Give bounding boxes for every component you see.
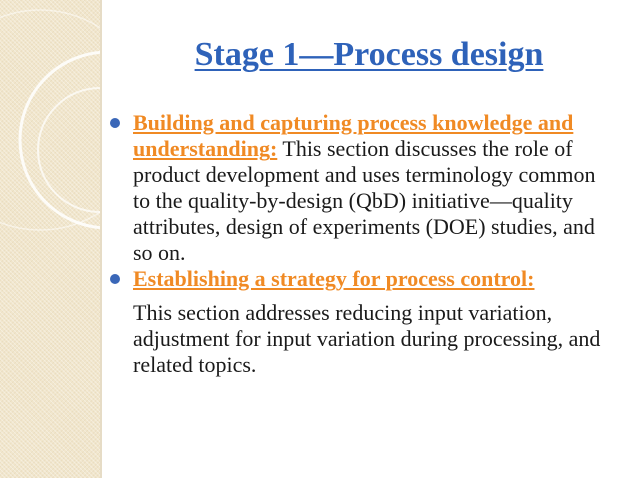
bullet-item-strategy: [108, 266, 613, 292]
circle-bullet-icon: [110, 274, 120, 284]
bullet-heading-colon: :: [527, 266, 535, 291]
bullet-text: This section discusses the role of product development and uses terminology common to the quality-by-design (QbD) initiative—quality attributes, design of experiments (DOE) studies, and so on.: [133, 136, 596, 265]
bullet-item-knowledge: [108, 110, 613, 266]
bullet-list: [108, 110, 613, 378]
slide-title: Stage 1—Process design: [194, 36, 544, 73]
decorative-ring-icon: [0, 0, 100, 478]
bullet-heading-colon: :: [269, 136, 278, 161]
bullet-heading: Building and capturing process knowledge and understanding: [133, 110, 574, 161]
circle-bullet-icon: [110, 118, 120, 128]
decorative-left-strip: [0, 0, 100, 478]
bullet-heading: Establishing a strategy for process control: [133, 266, 528, 291]
bullet-paragraph: This section addresses reducing input variation, adjustment for input variation during processing, and related topics.: [133, 300, 601, 377]
